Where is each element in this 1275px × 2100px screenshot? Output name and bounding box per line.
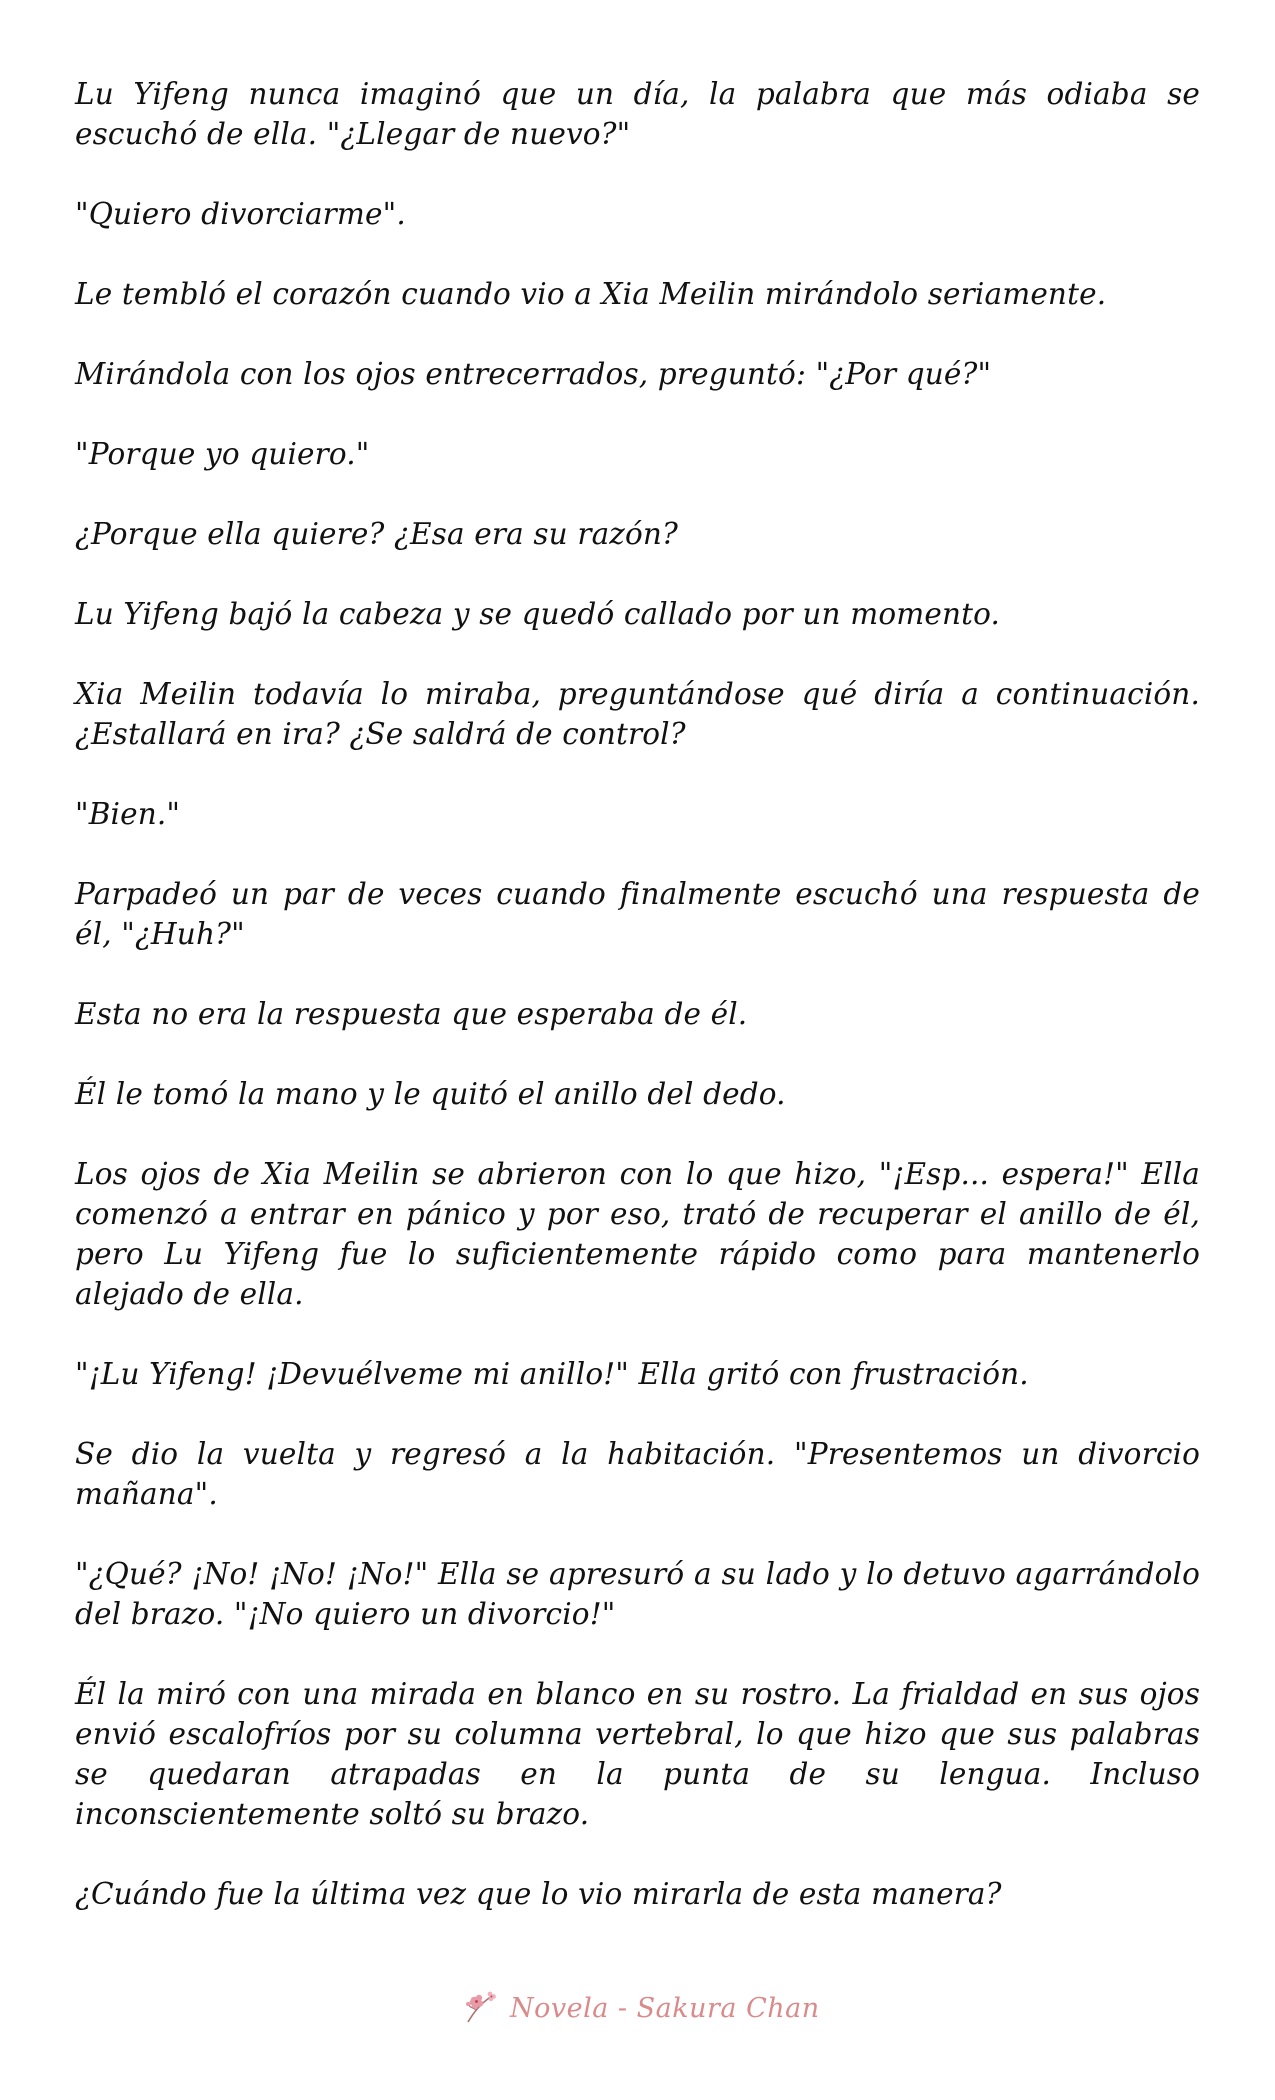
paragraph: Él le tomó la mano y le quitó el anillo del dedo. [75,1077,786,1111]
paragraph: "Porque yo quiero." [75,437,370,471]
sakura-flower-icon [462,1988,502,2028]
paragraph: Parpadeó un par de veces cuando finalmente escuchó una respuesta de él, "¿Huh?" [75,877,1200,951]
paragraph: Se dio la vuelta y regresó a la habitación. "Presentemos un divorcio mañana". [75,1437,1200,1511]
watermark [462,1983,820,2033]
paragraph: Lu Yifeng nunca imaginó que un día, la palabra que más odiaba se escuchó de ella. "¿Llegar de nuevo?" [75,77,1200,151]
paragraph: Le tembló el corazón cuando vio a Xia Meilin mirándolo seriamente. [75,277,1107,311]
paragraph: "¡Lu Yifeng! ¡Devuélveme mi anillo!" Ella gritó con frustración. [75,1357,1029,1391]
paragraph: Mirándola con los ojos entrecerrados, preguntó: "¿Por qué?" [75,357,992,391]
watermark-text: Novela - Sakura Chan [510,1992,820,2024]
paragraph: Esta no era la respuesta que esperaba de él. [75,997,748,1031]
novel-text-body [75,74,1200,1954]
paragraph: "Bien." [75,797,181,831]
paragraph: Lu Yifeng bajó la cabeza y se quedó callado por un momento. [75,597,1001,631]
paragraph: Los ojos de Xia Meilin se abrieron con lo que hizo, "¡Esp... espera!" Ella comenzó a entrar en pánico y por eso, trató de recuperar el anillo de él, pero Lu Yifeng fue lo suficientemente rápido como para mantenerlo alejado de ella. [75,1157,1200,1311]
paragraph: "¿Qué? ¡No! ¡No! ¡No!" Ella se apresuró a su lado y lo detuvo agarrándolo del brazo. "¡No quiero un divorcio!" [75,1557,1200,1631]
paragraph: Él la miró con una mirada en blanco en su rostro. La frialdad en sus ojos envió escalofríos por su columna vertebral, lo que hizo que sus palabras se quedaran atrapadas en la punta de su lengua. Incluso inconscientemente soltó su brazo. [75,1677,1200,1831]
paragraph: "Quiero divorciarme". [75,197,406,231]
paragraph: ¿Porque ella quiere? ¿Esa era su razón? [75,517,679,551]
paragraph: Xia Meilin todavía lo miraba, preguntándose qué diría a continuación. ¿Estallará en ira? ¿Se saldrá de control? [75,677,1200,751]
paragraph: ¿Cuándo fue la última vez que lo vio mirarla de esta manera? [75,1877,1002,1911]
